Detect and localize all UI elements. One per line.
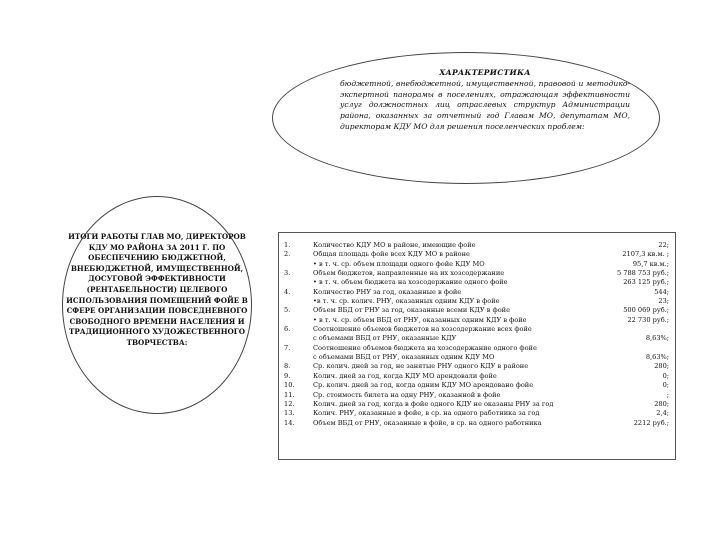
item-text: Ср. колич. дней за год, не занятые РНУ одного КДУ в районе	[313, 362, 529, 371]
list-item	[279, 325, 675, 334]
item-number: 11.	[284, 390, 295, 399]
item-text: Объем бюджетов, направленные на их хозсодержание	[313, 269, 505, 278]
item-value: 2107,3 кв.м. ;	[622, 250, 669, 259]
list-item	[279, 372, 675, 381]
item-value: 22 730 руб.;	[627, 315, 669, 324]
item-number: 1.	[284, 241, 291, 249]
item-number: 8.	[284, 362, 291, 371]
item-text: Колич. дней за год, когда в фойе одного КДУ не оказаны РНУ за год	[313, 399, 554, 408]
list-item	[279, 297, 675, 306]
item-text: • в т. ч. объем бюджета на хозсодержание одного фойе	[313, 278, 508, 287]
item-text: с объемами ВБД от РНУ, оказанных одним КДУ МО	[313, 353, 495, 362]
item-value: 544;	[654, 287, 669, 296]
item-value: 8,63%;	[645, 334, 669, 343]
item-value: 23;	[658, 297, 669, 306]
item-value: 2,4;	[656, 409, 669, 418]
list-item	[279, 391, 675, 400]
results-heading: ИТОГИ РАБОТЫ ГЛАВ МО, ДИРЕКТОРОВ КДУ МО РАЙОНА ЗА 2011 Г. ПО ОБЕСПЕЧЕНИЮ БЮДЖЕТНОЙ, ВНЕБЮДЖЕТНОЙ, ИМУЩЕСТВЕННОЙ, ДОСУГОВОЙ ЭФФЕКТИВНОСТИ (РЕНТАБЕЛЬНОСТИ) ЦЕЛЕВОГО ИСПОЛЬЗОВАНИЯ ПОМЕЩЕНИЙ ФОЙЕ В СФЕРЕ ОРГАНИЗАЦИИ ПОВСЕДНЕВНОГО СВОБОДНОГО ВРЕМЕНИ НАСЕЛЕНИЯ И ТРАДИЦИОННОГО ХУДОЖЕСТВЕННОГО ТВОРЧЕСТВА:	[66, 232, 248, 347]
item-text: Колич. дней за год, когда КДУ МО арендовали фойе	[313, 371, 497, 380]
list-item	[279, 250, 675, 259]
list-item	[279, 269, 675, 278]
item-number: 6.	[284, 325, 291, 334]
item-text: с объемами ВБД от РНУ, оказанные КДУ	[313, 334, 457, 343]
characteristic-text-block	[340, 68, 630, 133]
item-text: Ср. колич. дней за год, когда одним КДУ МО арендовано фойе	[313, 381, 534, 390]
item-text: Объем ВБД от РНУ, оказанные в фойе, в ср. на одного работника	[313, 418, 542, 427]
item-text: Ср. стоимость билета на одну РНУ, оказанной в фойе	[313, 390, 501, 399]
item-number: 13.	[284, 409, 295, 418]
item-value: 5 788 753 руб.;	[616, 269, 669, 278]
list-item	[279, 334, 675, 343]
item-number: 12.	[284, 399, 295, 408]
item-number: 4.	[284, 287, 291, 296]
list-item	[279, 409, 675, 418]
item-text: Объем ВБД от РНУ за год, оказанные всеми КДУ в фойе	[313, 306, 510, 315]
list-item	[279, 241, 675, 250]
item-number: 2.	[284, 250, 291, 259]
item-text: Количество КДУ МО в районе, имеющие фойе	[313, 241, 476, 249]
item-value: 280;	[654, 362, 669, 371]
item-text: Соотношение объемов бюджетов на хозсодержание всех фойе	[313, 325, 532, 334]
indicators-list	[279, 241, 675, 428]
item-value: 500 069 руб.;	[623, 306, 669, 315]
list-item	[279, 316, 675, 325]
characteristic-body: бюджетной, внебюджетной, имущественной, правовой и методико-экспертной панорамы в поселениях, отражающая эффективности услуг должностных лиц отраслевых структур Администрации района, оказанных за отчетный год Главам МО, депутатам МО, директорам КДУ МО для решения поселенческих проблем:	[340, 78, 630, 131]
item-text: Количество РНУ за год, оказанные в фойе	[313, 287, 462, 296]
item-value: ;	[666, 390, 669, 399]
item-value: 2212 руб.;	[633, 418, 669, 427]
item-value: 263 125 руб.;	[623, 278, 669, 287]
item-text: Соотношение объемов бюджета на хозсодержание одного фойе	[313, 343, 537, 352]
list-item	[279, 306, 675, 315]
item-text: Колич. РНУ, оказанные в фойе, в ср. на одного работника за год	[313, 409, 540, 418]
list-item	[279, 353, 675, 362]
item-number: 3.	[284, 269, 291, 278]
item-value: 8,63%;	[645, 353, 669, 362]
list-item	[279, 381, 675, 390]
item-number: 5.	[284, 306, 291, 315]
item-number: 7.	[284, 343, 291, 352]
list-item	[279, 288, 675, 297]
item-number: 10.	[284, 381, 295, 390]
item-text: Общая площадь фойе всех КДУ МО в районе	[313, 250, 470, 259]
list-item	[279, 278, 675, 287]
item-text: • в т. ч. ср. объем ВБД от РНУ, оказанных одним КДУ в фойе	[313, 315, 527, 324]
item-value: 95,7 кв.м.;	[632, 259, 669, 268]
item-text: • в т. ч. ср. объем площади одного фойе КДУ МО	[313, 259, 485, 268]
list-item	[279, 344, 675, 353]
item-number: 14.	[284, 418, 295, 427]
item-value: 280;	[654, 399, 669, 408]
item-value: 22;	[658, 241, 669, 249]
item-value: 0;	[662, 371, 669, 380]
list-item	[279, 419, 675, 428]
characteristic-title: ХАРАКТЕРИСТИКА	[439, 68, 531, 77]
item-value: 0;	[662, 381, 669, 390]
list-item	[279, 260, 675, 269]
item-number: 9.	[284, 371, 291, 380]
list-item	[279, 400, 675, 409]
item-text: •в т. ч. ср. колич. РНУ, оказанных одним КДУ в фойе	[313, 297, 500, 306]
list-item	[279, 362, 675, 371]
indicators-list-box	[278, 232, 676, 460]
